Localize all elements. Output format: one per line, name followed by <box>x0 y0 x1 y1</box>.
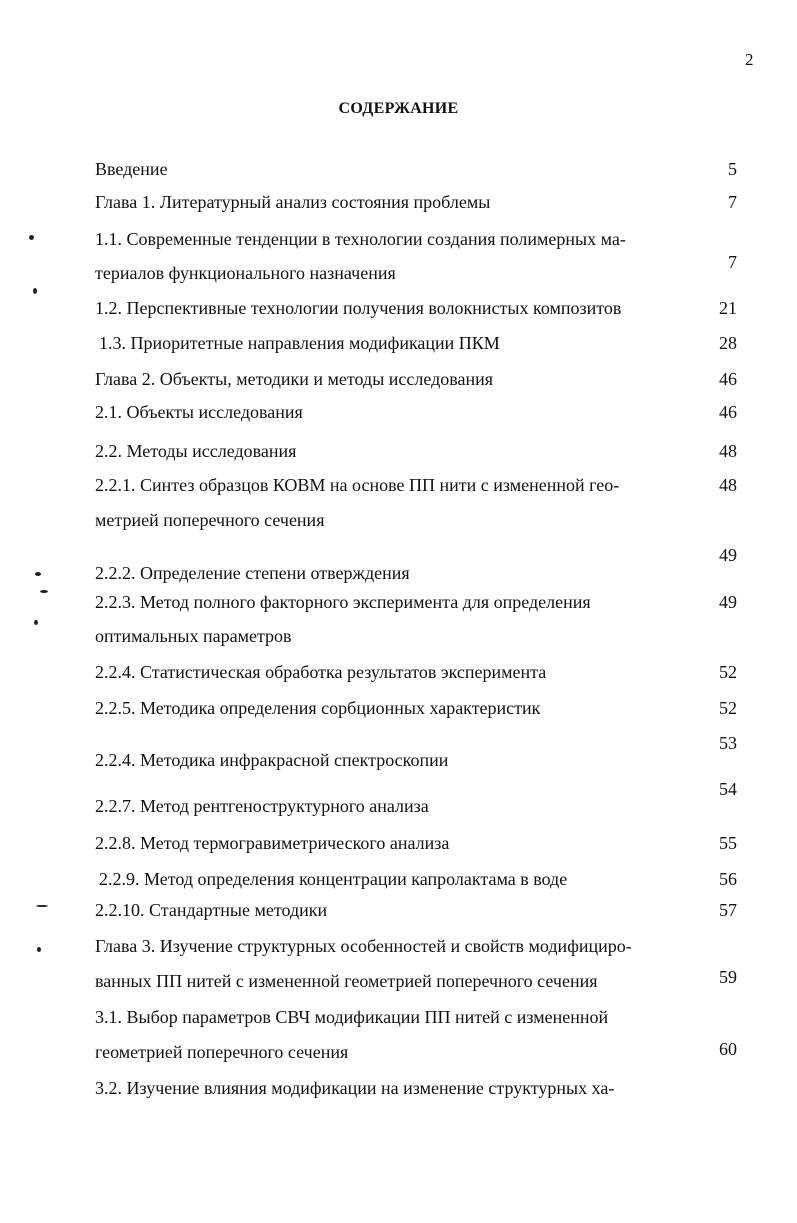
toc-entry-13-text: 2.2.4. Методика инфракрасной спектроскопии <box>95 750 449 770</box>
toc-entry-8-text: 2.2.1. Синтез образцов КОВМ на основе ПП нити с измененной гео- <box>95 475 620 495</box>
toc-entry-9-page: 49 <box>719 545 737 565</box>
toc-entry-8-text-line2: метрией поперечного сечения <box>95 510 325 530</box>
toc-entry-3-page: 21 <box>719 298 737 318</box>
toc-entry-2-text-line2: териалов функционального назначения <box>95 263 396 283</box>
toc-entry-11-text: 2.2.4. Статистическая обработка результатов эксперимента <box>95 662 547 682</box>
toc-entry-1-page: 7 <box>728 192 737 212</box>
scan-speck <box>34 620 38 625</box>
toc-entry-2-page: 7 <box>728 252 737 272</box>
toc-entry-2-text: 1.1. Современные тенденции в технологии создания полимерных ма- <box>95 229 626 249</box>
toc-entry-0-text: Введение <box>95 159 168 179</box>
toc-entry-19-text-line2: геометрией поперечного сечения <box>95 1042 349 1062</box>
scan-speck <box>40 590 48 593</box>
toc-entry-5-page: 46 <box>719 369 737 389</box>
toc-entry-0-page: 5 <box>728 159 737 179</box>
toc-entry-14-page: 54 <box>719 779 737 799</box>
toc-entry-6-text: 2.1. Объекты исследования <box>95 402 303 422</box>
toc-entry-16-text: 2.2.9. Метод определения концентрации капролактама в воде <box>99 869 568 889</box>
toc-entry-10-text-line2: оптимальных параметров <box>95 626 292 646</box>
toc-entry-6-page: 46 <box>719 402 737 422</box>
toc-entry-11-page: 52 <box>719 662 737 682</box>
page-number: 2 <box>745 50 754 69</box>
scan-speck <box>33 288 37 294</box>
toc-entry-10-page: 49 <box>719 592 737 612</box>
toc-entry-12-text: 2.2.5. Методика определения сорбционных характеристик <box>95 698 541 718</box>
scan-speck <box>29 235 34 240</box>
toc-entry-15-text: 2.2.8. Метод термогравиметрического анализа <box>95 833 450 853</box>
toc-entry-8-page: 48 <box>719 475 737 495</box>
toc-entry-19-page: 60 <box>719 1039 737 1059</box>
scan-speck <box>36 905 48 907</box>
toc-entry-9-text: 2.2.2. Определение степени отверждения <box>95 563 410 583</box>
toc-entry-13-page: 53 <box>719 733 737 753</box>
toc-entry-18-page: 59 <box>719 967 737 987</box>
toc-entry-5-text: Глава 2. Объекты, методики и методы исследования <box>95 369 494 389</box>
toc-entry-7-page: 48 <box>719 441 737 461</box>
toc-entry-4-page: 28 <box>719 333 737 353</box>
toc-entry-18-text: Глава 3. Изучение структурных особенностей и свойств модифициро- <box>95 936 632 956</box>
toc-entry-1-text: Глава 1. Литературный анализ состояния проблемы <box>95 192 491 212</box>
scan-speck <box>37 947 41 952</box>
toc-entry-14-text: 2.2.7. Метод рентгеноструктурного анализа <box>95 796 429 816</box>
toc-entry-10-text: 2.2.3. Метод полного факторного эксперимента для определения <box>95 592 591 612</box>
toc-entry-20-text: 3.2. Изучение влияния модификации на изменение структурных ха- <box>95 1078 615 1098</box>
toc-entry-17-page: 57 <box>719 900 737 920</box>
toc-entry-7-text: 2.2. Методы исследования <box>95 441 297 461</box>
toc-entry-17-text: 2.2.10. Стандартные методики <box>95 900 328 920</box>
toc-entry-3-text: 1.2. Перспективные технологии получения волокнистых композитов <box>95 298 622 318</box>
scan-speck <box>35 572 41 576</box>
toc-entry-15-page: 55 <box>719 833 737 853</box>
toc-entry-4-text: 1.3. Приоритетные направления модификации ПКМ <box>99 333 500 353</box>
toc-entry-18-text-line2: ванных ПП нитей с измененной геометрией поперечного сечения <box>95 971 598 991</box>
toc-entry-19-text: 3.1. Выбор параметров СВЧ модификации ПП нитей с измененной <box>95 1007 609 1027</box>
toc-entry-16-page: 56 <box>719 869 737 889</box>
toc-entry-12-page: 52 <box>719 698 737 718</box>
page-title: СОДЕРЖАНИЕ <box>338 100 459 117</box>
